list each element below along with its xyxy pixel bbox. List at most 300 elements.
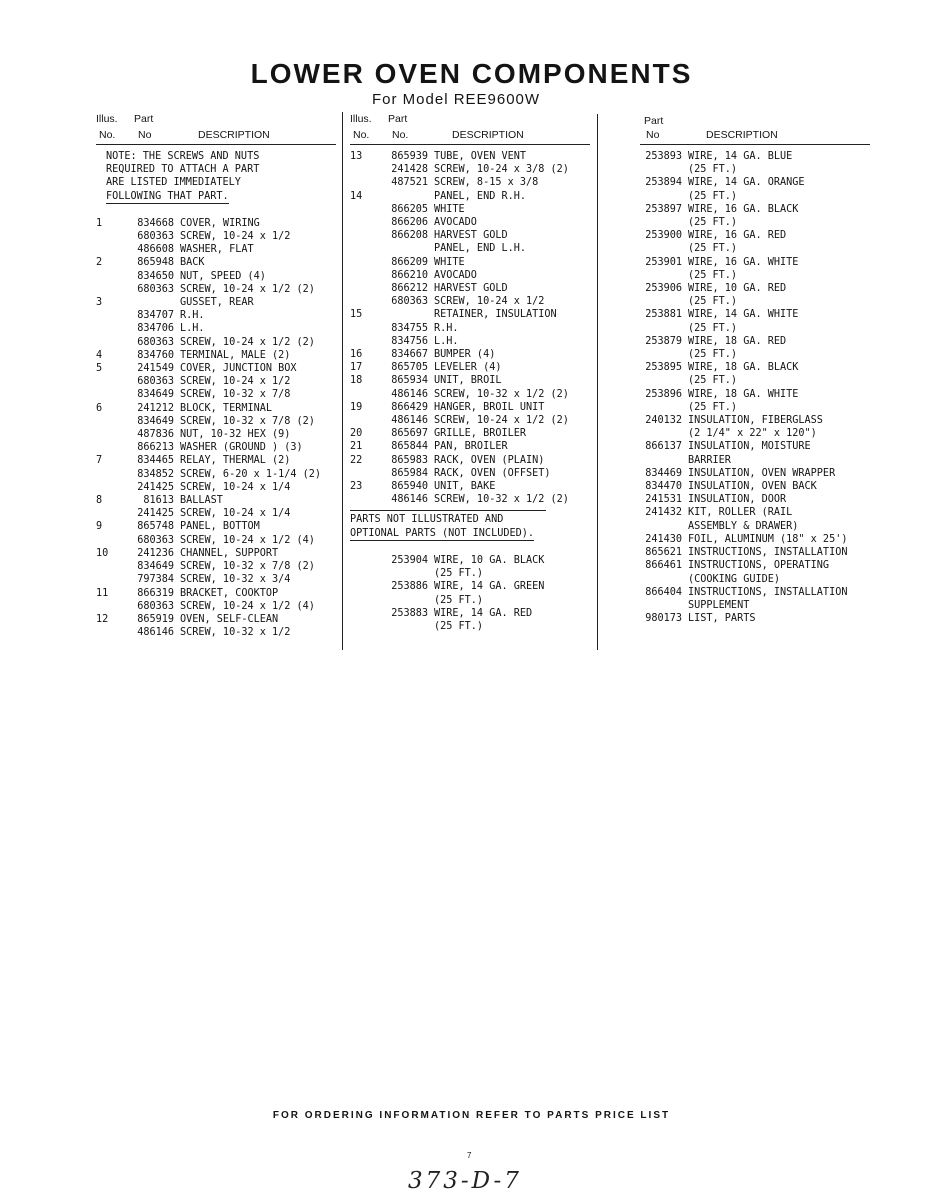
part-description: HARVEST GOLD bbox=[434, 230, 508, 242]
illus-label: Illus. bbox=[96, 113, 118, 125]
table-row bbox=[350, 374, 590, 387]
illus-number bbox=[350, 467, 376, 480]
part-number: 866461 bbox=[645, 560, 682, 572]
part-description: RETAINER, INSULATION bbox=[434, 309, 557, 321]
no-label: No. bbox=[99, 129, 116, 141]
part-number: 241425 bbox=[137, 481, 174, 493]
part-description: INSTRUCTIONS, INSTALLATION bbox=[688, 586, 848, 598]
table-row bbox=[96, 494, 336, 507]
illus-number: 23 bbox=[350, 481, 363, 493]
part-number bbox=[376, 242, 434, 255]
no-label-2: No. bbox=[392, 129, 409, 141]
illus-number bbox=[350, 203, 376, 216]
part-description: BALLAST bbox=[180, 495, 223, 507]
not-illustrated-line: PARTS NOT ILLUSTRATED AND bbox=[350, 514, 504, 526]
table-row bbox=[350, 216, 590, 229]
table-row bbox=[640, 256, 870, 269]
part-description: CHANNEL, SUPPORT bbox=[180, 547, 279, 559]
part-description: AVOCADO bbox=[434, 269, 477, 281]
part-number: 253906 bbox=[645, 283, 682, 295]
part-number bbox=[640, 520, 688, 533]
table-row bbox=[350, 282, 590, 295]
part-description: SCREW, 10-24 x 1/2 (2) bbox=[434, 415, 569, 427]
part-description: BUMPER (4) bbox=[434, 349, 496, 361]
part-description: (25 FT.) bbox=[688, 401, 738, 413]
illus-number bbox=[350, 607, 376, 620]
table-row bbox=[350, 295, 590, 308]
part-number: 241430 bbox=[645, 533, 682, 545]
part-description: SCREW, 10-32 x 1/2 (2) bbox=[434, 494, 569, 506]
part-description: SCREW, 10-32 x 7/8 bbox=[180, 389, 291, 401]
part-number: 487521 bbox=[391, 177, 428, 189]
part-description: HARVEST GOLD bbox=[434, 283, 508, 295]
part-description: SCREW, 10-32 x 7/8 (2) bbox=[180, 415, 315, 427]
part-description: GUSSET, REAR bbox=[180, 297, 254, 309]
part-description: BARRIER bbox=[688, 454, 731, 466]
not-illustrated-heading bbox=[350, 510, 546, 540]
part-description: (25 FT.) bbox=[688, 269, 738, 281]
part-description: WIRE, 14 GA. WHITE bbox=[688, 309, 799, 321]
part-number: 253881 bbox=[645, 309, 682, 321]
part-description: WIRE, 16 GA. WHITE bbox=[688, 256, 799, 268]
column-header bbox=[96, 112, 336, 145]
table-row bbox=[350, 554, 590, 567]
illus-number: 22 bbox=[350, 454, 363, 466]
illus-number bbox=[350, 163, 376, 176]
table-row bbox=[640, 467, 870, 480]
table-row bbox=[96, 349, 336, 362]
part-description: PANEL, END R.H. bbox=[434, 190, 527, 202]
part-description: INSULATION, FIBERGLASS bbox=[688, 415, 823, 427]
table-row bbox=[640, 322, 870, 335]
column-header bbox=[640, 112, 870, 145]
part-description: (25 FT.) bbox=[688, 375, 738, 387]
illus-number: 6 bbox=[96, 402, 103, 414]
parts-list-c bbox=[640, 150, 870, 625]
part-description: (25 FT.) bbox=[434, 620, 484, 632]
table-row bbox=[640, 295, 870, 308]
part-label: Part bbox=[388, 113, 408, 125]
illus-number bbox=[350, 242, 376, 255]
part-description: R.H. bbox=[434, 322, 459, 334]
part-description: UNIT, BROIL bbox=[434, 375, 502, 387]
part-number: 253900 bbox=[645, 230, 682, 242]
part-number: 486608 bbox=[137, 244, 174, 256]
part-number: 865939 bbox=[391, 151, 428, 162]
note-line: NOTE: THE SCREWS AND NUTS bbox=[106, 151, 260, 162]
table-row bbox=[350, 567, 590, 580]
part-number: 486146 bbox=[391, 388, 428, 400]
illus-number bbox=[350, 567, 376, 580]
table-row bbox=[350, 322, 590, 335]
part-description: WASHER, FLAT bbox=[180, 244, 254, 256]
part-number bbox=[640, 348, 688, 361]
table-row bbox=[640, 480, 870, 493]
note-block bbox=[96, 150, 336, 204]
part-description: (25 FT.) bbox=[434, 594, 484, 606]
table-row bbox=[640, 335, 870, 348]
illus-number bbox=[96, 375, 122, 388]
part-number bbox=[640, 374, 688, 387]
note-line: FOLLOWING THAT PART. bbox=[106, 190, 229, 204]
table-row bbox=[350, 401, 590, 414]
illus-number bbox=[96, 573, 122, 586]
table-row bbox=[96, 283, 336, 296]
illus-number bbox=[96, 283, 122, 296]
table-row bbox=[350, 256, 590, 269]
table-row bbox=[640, 520, 870, 533]
table-row bbox=[640, 229, 870, 242]
table-row bbox=[640, 203, 870, 216]
part-number bbox=[376, 620, 434, 633]
part-description: COVER, WIRING bbox=[180, 217, 260, 229]
illus-number bbox=[96, 388, 122, 401]
part-number: 834852 bbox=[137, 468, 174, 480]
note-line: ARE LISTED IMMEDIATELY bbox=[106, 177, 241, 189]
part-description: WIRE, 14 GA. GREEN bbox=[434, 581, 545, 593]
part-description: WIRE, 14 GA. BLUE bbox=[688, 151, 793, 162]
part-number: 680363 bbox=[137, 376, 174, 388]
part-number: 680363 bbox=[391, 296, 428, 308]
part-number: 680363 bbox=[137, 231, 174, 243]
table-row bbox=[350, 594, 590, 607]
table-row bbox=[640, 374, 870, 387]
table-row bbox=[640, 440, 870, 453]
table-row bbox=[640, 150, 870, 163]
table-row bbox=[350, 467, 590, 480]
illus-number bbox=[96, 415, 122, 428]
table-row bbox=[640, 414, 870, 427]
part-description: WHITE bbox=[434, 203, 465, 215]
table-row bbox=[640, 427, 870, 440]
part-description: OVEN, SELF-CLEAN bbox=[180, 613, 279, 625]
part-number: 240132 bbox=[645, 415, 682, 427]
table-row bbox=[640, 361, 870, 374]
part-description: INSTRUCTIONS, OPERATING bbox=[688, 560, 830, 572]
table-row bbox=[350, 190, 590, 203]
part-description: SCREW, 10-24 x 1/4 bbox=[180, 508, 291, 520]
part-number: 241425 bbox=[137, 508, 174, 520]
handwritten-code: 373-D-7 bbox=[408, 1168, 522, 1194]
table-row bbox=[96, 587, 336, 600]
illus-number bbox=[350, 414, 376, 427]
illus-number: 13 bbox=[350, 151, 363, 162]
table-row bbox=[350, 480, 590, 493]
illus-number bbox=[350, 269, 376, 282]
part-description: SCREW, 6-20 x 1-1/4 (2) bbox=[180, 468, 322, 480]
part-description: SCREW, 10-24 x 3/8 (2) bbox=[434, 164, 569, 176]
part-number: 253895 bbox=[645, 362, 682, 374]
note-line: REQUIRED TO ATTACH A PART bbox=[106, 164, 260, 176]
table-row bbox=[96, 388, 336, 401]
part-description: SCREW, 10-24 x 1/2 bbox=[180, 231, 291, 243]
illus-number bbox=[350, 388, 376, 401]
ordering-footer: FOR ORDERING INFORMATION REFER TO PARTS PRICE LIST bbox=[272, 1110, 671, 1121]
part-number: 487836 bbox=[137, 429, 174, 441]
part-description: RACK, OVEN (PLAIN) bbox=[434, 454, 545, 466]
part-description: UNIT, BAKE bbox=[434, 481, 496, 493]
part-description: INSULATION, OVEN BACK bbox=[688, 481, 817, 493]
part-number: 865940 bbox=[391, 481, 428, 493]
part-description: COVER, JUNCTION BOX bbox=[180, 363, 297, 375]
table-row bbox=[640, 190, 870, 203]
table-row bbox=[96, 613, 336, 626]
part-number: 241428 bbox=[391, 164, 428, 176]
illus-number bbox=[350, 335, 376, 348]
table-row bbox=[640, 573, 870, 586]
part-number: 486146 bbox=[137, 627, 174, 639]
part-description: WIRE, 10 GA. RED bbox=[688, 283, 787, 295]
part-description: SCREW, 10-24 x 1/2 bbox=[434, 296, 545, 308]
table-row bbox=[96, 402, 336, 415]
part-number: 834649 bbox=[137, 389, 174, 401]
part-number: 866213 bbox=[137, 442, 174, 454]
illus-number: 20 bbox=[350, 428, 363, 440]
part-number: 866209 bbox=[391, 256, 428, 268]
part-number bbox=[376, 567, 434, 580]
part-description: (25 FT.) bbox=[688, 164, 738, 176]
part-number: 797384 bbox=[137, 574, 174, 586]
table-row bbox=[96, 309, 336, 322]
part-number: 241212 bbox=[137, 402, 174, 414]
part-description: TUBE, OVEN VENT bbox=[434, 151, 527, 162]
part-description: WIRE, 16 GA. BLACK bbox=[688, 203, 799, 215]
part-number: 241236 bbox=[137, 547, 174, 559]
table-row bbox=[96, 256, 336, 269]
part-number: 680363 bbox=[137, 336, 174, 348]
part-number: 834469 bbox=[645, 467, 682, 479]
part-number: 865919 bbox=[137, 613, 174, 625]
illus-number bbox=[350, 216, 376, 229]
illus-number: 9 bbox=[96, 521, 103, 533]
table-row bbox=[96, 481, 336, 494]
table-row bbox=[96, 547, 336, 560]
parts-column-2 bbox=[350, 112, 590, 633]
part-number bbox=[376, 190, 434, 203]
table-row bbox=[96, 243, 336, 256]
illus-number: 10 bbox=[96, 547, 109, 559]
part-number: 486146 bbox=[391, 494, 428, 506]
illus-number bbox=[350, 176, 376, 189]
illus-number: 7 bbox=[96, 455, 103, 467]
illus-number: 15 bbox=[350, 309, 363, 321]
table-row bbox=[640, 559, 870, 572]
description-label: DESCRIPTION bbox=[452, 129, 524, 141]
table-row bbox=[96, 296, 336, 309]
illus-number bbox=[350, 282, 376, 295]
part-number: 834650 bbox=[137, 270, 174, 282]
illus-number bbox=[350, 554, 376, 567]
part-number: 253897 bbox=[645, 203, 682, 215]
part-number bbox=[640, 573, 688, 586]
part-description: WASHER (GROUND ) (3) bbox=[180, 442, 303, 454]
illus-number: 17 bbox=[350, 362, 363, 374]
table-row bbox=[96, 217, 336, 230]
part-description: (2 1/4" x 22" x 120") bbox=[688, 428, 817, 440]
part-number: 680363 bbox=[137, 534, 174, 546]
part-number: 865844 bbox=[391, 441, 428, 453]
part-description: KIT, ROLLER (RAIL bbox=[688, 507, 793, 519]
table-row bbox=[96, 573, 336, 586]
part-description: WIRE, 18 GA. BLACK bbox=[688, 362, 799, 374]
part-description: BACK bbox=[180, 257, 205, 269]
part-description: L.H. bbox=[180, 323, 205, 335]
part-number bbox=[640, 269, 688, 282]
illus-number bbox=[96, 600, 122, 613]
illus-number: 14 bbox=[350, 190, 363, 202]
part-number bbox=[640, 295, 688, 308]
model-subtitle: For Model REE9600W bbox=[372, 91, 541, 108]
table-row bbox=[96, 468, 336, 481]
part-number bbox=[376, 308, 434, 321]
table-row bbox=[350, 388, 590, 401]
part-description: RACK, OVEN (OFFSET) bbox=[434, 467, 551, 479]
part-description: PAN, BROILER bbox=[434, 441, 508, 453]
part-number bbox=[640, 242, 688, 255]
table-row bbox=[640, 269, 870, 282]
illus-number bbox=[350, 256, 376, 269]
part-number: 865748 bbox=[137, 521, 174, 533]
illus-number bbox=[96, 243, 122, 256]
parts-list-b bbox=[350, 150, 590, 506]
part-description: INSTRUCTIONS, INSTALLATION bbox=[688, 547, 848, 559]
part-description: WIRE, 14 GA. ORANGE bbox=[688, 177, 805, 189]
part-description: INSULATION, DOOR bbox=[688, 494, 787, 506]
part-number bbox=[376, 594, 434, 607]
part-number: 834706 bbox=[137, 323, 174, 335]
table-row bbox=[640, 599, 870, 612]
table-row bbox=[350, 176, 590, 189]
part-number: 241432 bbox=[645, 507, 682, 519]
no-label-2: No bbox=[138, 129, 152, 141]
table-row bbox=[350, 335, 590, 348]
part-number bbox=[640, 216, 688, 229]
part-description: SCREW, 10-32 x 7/8 (2) bbox=[180, 561, 315, 573]
illus-number bbox=[96, 336, 122, 349]
part-number bbox=[122, 296, 180, 309]
part-number: 834755 bbox=[391, 322, 428, 334]
part-number: 253883 bbox=[391, 607, 428, 619]
illus-number bbox=[96, 309, 122, 322]
part-number: 834649 bbox=[137, 561, 174, 573]
illus-number bbox=[96, 322, 122, 335]
part-description: WHITE bbox=[434, 256, 465, 268]
illus-number bbox=[96, 441, 122, 454]
illus-number bbox=[350, 322, 376, 335]
illus-number bbox=[96, 507, 122, 520]
part-description: LIST, PARTS bbox=[688, 613, 756, 625]
part-number: 834668 bbox=[137, 217, 174, 229]
table-row bbox=[350, 427, 590, 440]
illus-number: 1 bbox=[96, 217, 103, 229]
table-row bbox=[350, 150, 590, 163]
part-description: BLOCK, TERMINAL bbox=[180, 402, 273, 414]
parts-list-b2 bbox=[350, 554, 590, 633]
table-row bbox=[96, 507, 336, 520]
table-row bbox=[96, 454, 336, 467]
part-description: AVOCADO bbox=[434, 217, 477, 229]
table-row bbox=[640, 612, 870, 625]
table-row bbox=[96, 560, 336, 573]
part-description: (25 FT.) bbox=[688, 296, 738, 308]
part-description: BRACKET, COOKTOP bbox=[180, 587, 279, 599]
part-number: 866404 bbox=[645, 586, 682, 598]
part-number: 866206 bbox=[391, 217, 428, 229]
part-description: L.H. bbox=[434, 335, 459, 347]
part-number: 834649 bbox=[137, 415, 174, 427]
table-row bbox=[96, 336, 336, 349]
table-row bbox=[96, 534, 336, 547]
part-number: 241531 bbox=[645, 494, 682, 506]
table-row bbox=[350, 620, 590, 633]
part-description: GRILLE, BROILER bbox=[434, 428, 527, 440]
table-row bbox=[640, 493, 870, 506]
part-description: SCREW, 10-24 x 1/2 (4) bbox=[180, 600, 315, 612]
part-number: 834707 bbox=[137, 310, 174, 322]
part-number bbox=[640, 599, 688, 612]
table-row bbox=[96, 362, 336, 375]
part-label: Part bbox=[134, 113, 154, 125]
illus-number bbox=[96, 468, 122, 481]
part-description: WIRE, 16 GA. RED bbox=[688, 230, 787, 242]
part-description: WIRE, 18 GA. RED bbox=[688, 335, 787, 347]
table-row bbox=[96, 626, 336, 639]
part-description: R.H. bbox=[180, 310, 205, 322]
illus-number: 11 bbox=[96, 587, 109, 599]
part-number: 834470 bbox=[645, 481, 682, 493]
parts-list-a bbox=[96, 217, 336, 640]
parts-column-3 bbox=[640, 112, 870, 625]
part-description: LEVELER (4) bbox=[434, 362, 502, 374]
part-number: 865983 bbox=[391, 454, 428, 466]
table-row bbox=[350, 242, 590, 255]
column-divider bbox=[342, 112, 343, 650]
part-description: (25 FT.) bbox=[688, 322, 738, 334]
part-description: (25 FT.) bbox=[688, 349, 738, 361]
illus-number: 3 bbox=[96, 297, 103, 309]
part-number: 865948 bbox=[137, 257, 174, 269]
part-description: INSULATION, OVEN WRAPPER bbox=[688, 467, 836, 479]
part-description: ASSEMBLY & DRAWER) bbox=[688, 520, 799, 532]
illus-number bbox=[96, 534, 122, 547]
part-description: SUPPLEMENT bbox=[688, 599, 750, 611]
part-number: 865984 bbox=[391, 467, 428, 479]
illus-number bbox=[96, 230, 122, 243]
part-label: Part bbox=[644, 115, 664, 127]
illus-number bbox=[96, 481, 122, 494]
description-label: DESCRIPTION bbox=[706, 129, 778, 141]
part-description: SCREW, 10-24 x 1/2 bbox=[180, 376, 291, 388]
no-label: No. bbox=[353, 129, 370, 141]
table-row bbox=[350, 203, 590, 216]
table-row bbox=[96, 415, 336, 428]
part-number: 866137 bbox=[645, 441, 682, 453]
illus-number bbox=[350, 229, 376, 242]
part-description: (25 FT.) bbox=[688, 190, 738, 202]
part-description: SCREW, 10-24 x 1/2 (2) bbox=[180, 283, 315, 295]
parts-column-1 bbox=[96, 112, 336, 639]
part-description: (25 FT.) bbox=[434, 568, 484, 580]
table-row bbox=[350, 348, 590, 361]
illus-number: 16 bbox=[350, 349, 363, 361]
illus-label: Illus. bbox=[350, 113, 372, 125]
part-description: SCREW, 10-32 x 3/4 bbox=[180, 574, 291, 586]
part-description: (COOKING GUIDE) bbox=[688, 573, 781, 585]
table-row bbox=[96, 428, 336, 441]
part-description: PANEL, END L.H. bbox=[434, 243, 527, 255]
table-row bbox=[640, 308, 870, 321]
part-description: HANGER, BROIL UNIT bbox=[434, 401, 545, 413]
